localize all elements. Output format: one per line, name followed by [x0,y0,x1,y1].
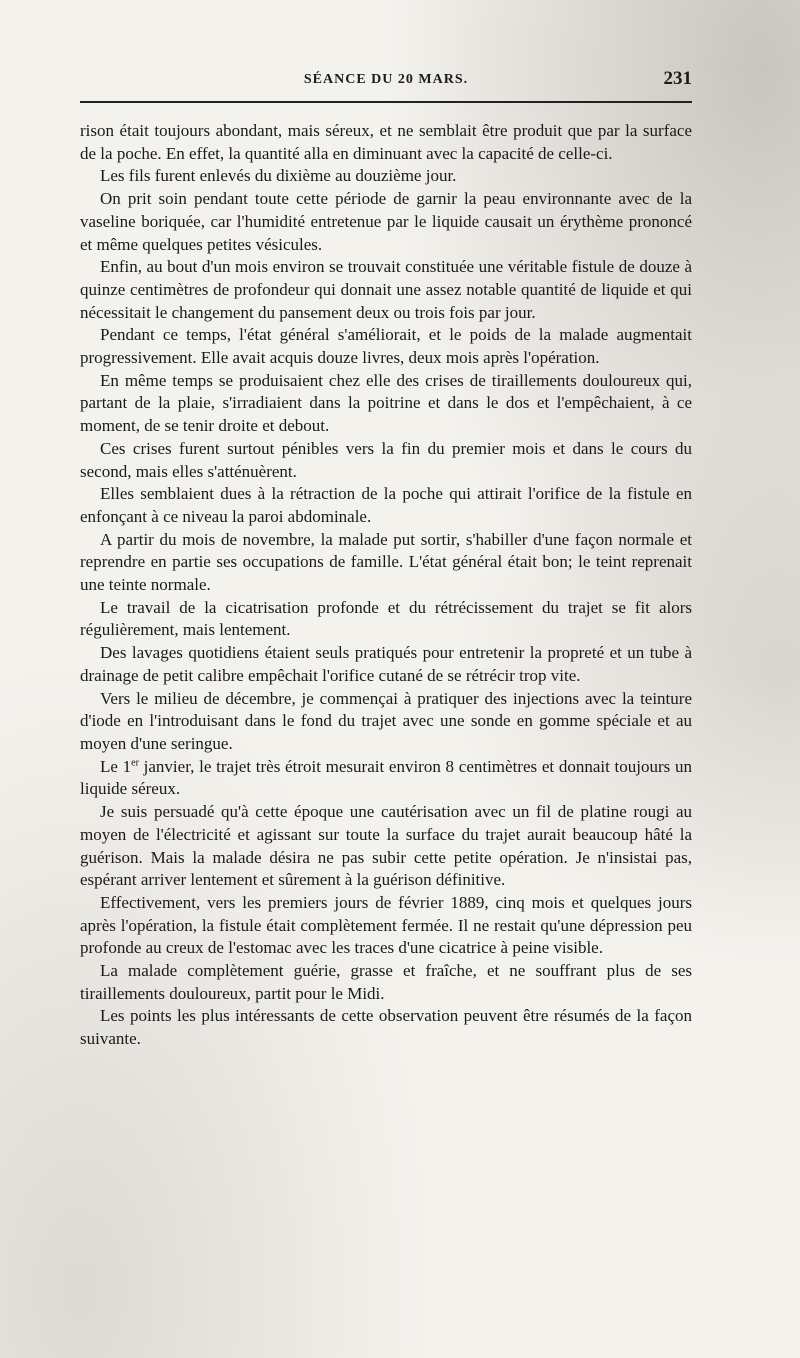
body-text [80,120,692,1051]
paragraph-january [80,756,692,801]
paragraph: Les points les plus intéressants de cette observation peuvent être résumés de la façon suivante. [80,1006,692,1049]
paragraph: Vers le milieu de décembre, je commençai à pratiquer des injections avec la teinture d'iode en l'introduisant dans le fond du trajet avec une sonde en gomme spéciale et au moyen d'une seringue. [80,688,692,753]
paragraph: On prit soin pendant toute cette période de garnir la peau environnante avec de la vaseline boriquée, car l'humidité entretenue par le liquide causait un érythème prononcé et même quelques petites vésicules. [80,189,692,254]
january-start: Le 1 [100,756,132,776]
paragraph: A partir du mois de novembre, la malade put sortir, s'habiller d'une façon normale et reprendre en partie ses occupations de famille. L'état général était bon; le teint reprenait une teinte normale. [80,529,692,595]
paragraph-continued: rison était toujours abondant, mais séreux, et ne semblait être produit que par la surface de la poche. En effet, la quantité alla en diminuant avec la capacité de celle-ci. [80,121,692,163]
running-title: SÉANCE DU 20 MARS. [303,72,469,87]
paragraph: En même temps se produisaient chez elle des crises de tiraillements douloureux qui, partant de la plaie, s'irradiaient dans la poitrine et dans le dos et l'empêchaient, à ce moment, de se tenir droite et debout. [80,370,692,436]
paragraph: La malade complètement guérie, grasse et fraîche, et ne souffrant plus de ses tiraillements douloureux, partit pour le Midi. [80,961,692,1003]
january-rest: janvier, le trajet très étroit mesurait environ 8 centimètres et donnait toujours un liquide séreux. [80,756,692,799]
paragraph: Elles semblaient dues à la rétraction de la poche qui attirait l'orifice de la fistule en enfonçant à ce niveau la paroi abdominale. [80,484,692,526]
paragraph: Des lavages quotidiens étaient seuls pratiqués pour entretenir la propreté et un tube à drainage de petit calibre empêchait l'orifice cutané de se rétrécir trop vite. [80,643,692,685]
ordinal-superscript: er [131,757,139,769]
paragraph: Le travail de la cicatrisation profonde et du rétrécissement du trajet se fit alors régulièrement, mais lentement. [80,597,692,640]
paragraph: Je suis persuadé qu'à cette époque une cautérisation avec un fil de platine rougi au moyen de l'électricité et agissant sur toute la surface du trajet aurait beaucoup hâté la guérison. Mais la malade désira ne pas subir cette petite opération. Je n'insistai pas, espérant arriver lentement et sûrement à la guérison définitive. [80,802,692,890]
paragraph: Pendant ce temps, l'état général s'améliorait, et le poids de la malade augmentait progressivement. Elle avait acquis douze livres, deux mois après l'opération. [80,325,692,368]
paragraph: Ces crises furent surtout pénibles vers la fin du premier mois et dans le cours du second, mais elles s'atténuèrent. [80,438,692,481]
header-rule [80,101,692,103]
paragraph: Enfin, au bout d'un mois environ se trouvait constituée une véritable fistule de douze à quinze centimètres de profondeur qui donnait une assez notable quantité de liquide et qui nécessitait le changement du pansement deux ou trois fois par jour. [80,257,692,322]
paragraph: Les fils furent enlevés du dixième au douzième jour. [100,166,457,186]
paragraph: Effectivement, vers les premiers jours de février 1889, cinq mois et quelques jours après l'opération, la fistule était complètement fermée. Il ne restait qu'une dépression peu profonde au creux de l'estomac avec les traces d'une cicatrice à peine visible. [80,892,692,958]
page-header [80,68,692,98]
page-number: 231 [663,68,692,89]
